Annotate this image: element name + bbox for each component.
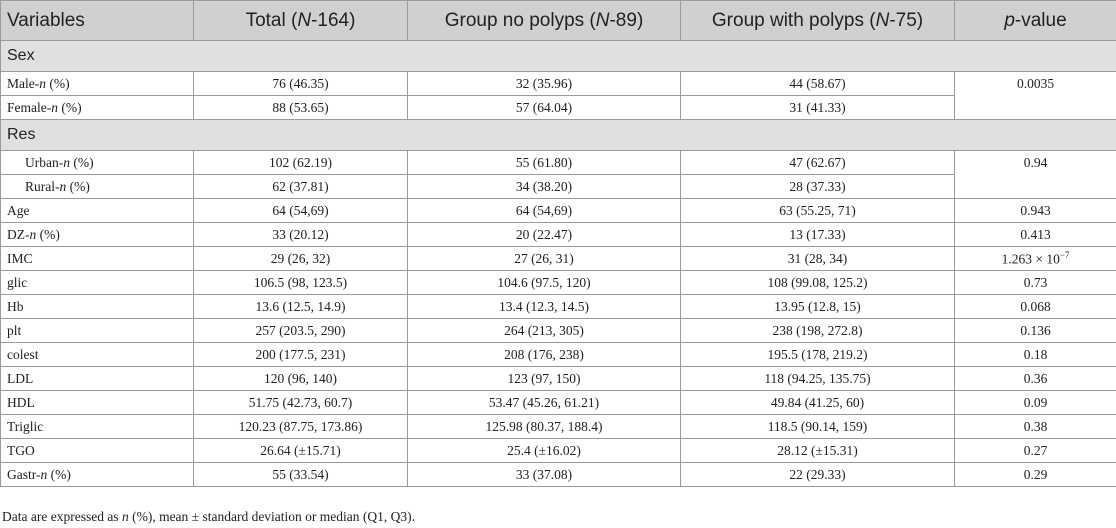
- cell-total: 76 (46.35): [194, 72, 408, 96]
- row-label: Female-n (%): [1, 96, 194, 120]
- cell-p-value: 0.73: [955, 271, 1116, 295]
- cell-no-polyps: 20 (22.47): [408, 223, 681, 247]
- cell-with-polyps: 13 (17.33): [681, 223, 955, 247]
- cell-total: 106.5 (98, 123.5): [194, 271, 408, 295]
- cell-p-value: 0.136: [955, 319, 1116, 343]
- table-row-hdl: [1, 391, 1116, 415]
- cell-with-polyps: 31 (28, 34): [681, 247, 955, 271]
- cell-total: 29 (26, 32): [194, 247, 408, 271]
- header-total: Total (N-164): [194, 1, 408, 41]
- table-footnote: Data are expressed as n (%), mean ± standard deviation or median (Q1, Q3).: [2, 509, 416, 524]
- section-label: Res: [1, 120, 1116, 151]
- cell-p-value: 0.943: [955, 199, 1116, 223]
- table-row-glic: [1, 271, 1116, 295]
- section-res: [1, 120, 1116, 151]
- row-label: Urban-n (%): [1, 151, 194, 175]
- header-with-polyps: Group with polyps (N-75): [681, 1, 955, 41]
- cell-with-polyps: 49.84 (41.25, 60): [681, 391, 955, 415]
- cell-with-polyps: 31 (41.33): [681, 96, 955, 120]
- table-row-imc: [1, 247, 1116, 271]
- table-row-ldl: [1, 367, 1116, 391]
- cell-total: 51.75 (42.73, 60.7): [194, 391, 408, 415]
- table-row-plt: [1, 319, 1116, 343]
- cell-no-polyps: 53.47 (45.26, 61.21): [408, 391, 681, 415]
- row-label: glic: [1, 271, 194, 295]
- table-row-hb: [1, 295, 1116, 319]
- cell-total: 120 (96, 140): [194, 367, 408, 391]
- table-row-female: [1, 96, 1116, 120]
- cell-with-polyps: 44 (58.67): [681, 72, 955, 96]
- cell-total: 257 (203.5, 290): [194, 319, 408, 343]
- cell-p-value: 0.94: [955, 151, 1116, 199]
- cell-p-value: $1.263 \times 10^{-7}$: [955, 247, 1116, 271]
- cell-total: 200 (177.5, 231): [194, 343, 408, 367]
- cell-no-polyps: 208 (176, 238): [408, 343, 681, 367]
- cell-p-value: 0.36: [955, 367, 1116, 391]
- cell-no-polyps: 27 (26, 31): [408, 247, 681, 271]
- table-row-age: [1, 199, 1116, 223]
- row-label: Hb: [1, 295, 194, 319]
- row-label: IMC: [1, 247, 194, 271]
- cell-no-polyps: 264 (213, 305): [408, 319, 681, 343]
- cell-with-polyps: 108 (99.08, 125.2): [681, 271, 955, 295]
- cell-total: 64 (54,69): [194, 199, 408, 223]
- row-label: TGO: [1, 439, 194, 463]
- cell-p-value: 0.18: [955, 343, 1116, 367]
- cell-p-value: 0.09: [955, 391, 1116, 415]
- cell-with-polyps: 195.5 (178, 219.2): [681, 343, 955, 367]
- cell-p-value: 0.0035: [955, 72, 1116, 120]
- row-label: HDL: [1, 391, 194, 415]
- table-row-triglic: [1, 415, 1116, 439]
- cell-no-polyps: 32 (35.96): [408, 72, 681, 96]
- row-label: Gastr-n (%): [1, 463, 194, 487]
- cell-with-polyps: 22 (29.33): [681, 463, 955, 487]
- cell-total: 26.64 (±15.71): [194, 439, 408, 463]
- table-row-gastr: [1, 463, 1116, 487]
- header-p-value: p-value: [955, 1, 1116, 41]
- table-row-rural: [1, 175, 1116, 199]
- row-label: Age: [1, 199, 194, 223]
- row-label: Male-n (%): [1, 72, 194, 96]
- cell-with-polyps: 118.5 (90.14, 159): [681, 415, 955, 439]
- row-label: LDL: [1, 367, 194, 391]
- section-sex: [1, 41, 1116, 72]
- header-row: [1, 1, 1116, 41]
- cell-with-polyps: 118 (94.25, 135.75): [681, 367, 955, 391]
- header-variables: Variables: [1, 1, 194, 41]
- cell-no-polyps: 33 (37.08): [408, 463, 681, 487]
- cell-no-polyps: 123 (97, 150): [408, 367, 681, 391]
- table-row-dz: [1, 223, 1116, 247]
- header-no-polyps: Group no polyps (N-89): [408, 1, 681, 41]
- cell-with-polyps: 13.95 (12.8, 15): [681, 295, 955, 319]
- cell-no-polyps: 64 (54,69): [408, 199, 681, 223]
- cell-no-polyps: 25.4 (±16.02): [408, 439, 681, 463]
- table-row-urban: [1, 151, 1116, 175]
- table-row-colest: [1, 343, 1116, 367]
- cell-total: 88 (53.65): [194, 96, 408, 120]
- cell-no-polyps: 34 (38.20): [408, 175, 681, 199]
- cell-total: 13.6 (12.5, 14.9): [194, 295, 408, 319]
- cell-no-polyps: 13.4 (12.3, 14.5): [408, 295, 681, 319]
- cell-no-polyps: 125.98 (80.37, 188.4): [408, 415, 681, 439]
- cell-with-polyps: 28.12 (±15.31): [681, 439, 955, 463]
- cell-no-polyps: 57 (64.04): [408, 96, 681, 120]
- cell-total: 62 (37.81): [194, 175, 408, 199]
- table-row-male: [1, 72, 1116, 96]
- cell-with-polyps: 238 (198, 272.8): [681, 319, 955, 343]
- cell-p-value: 0.27: [955, 439, 1116, 463]
- cell-total: 55 (33.54): [194, 463, 408, 487]
- cell-total: 33 (20.12): [194, 223, 408, 247]
- row-label: colest: [1, 343, 194, 367]
- row-label: plt: [1, 319, 194, 343]
- cell-with-polyps: 28 (37.33): [681, 175, 955, 199]
- cell-with-polyps: 47 (62.67): [681, 151, 955, 175]
- cell-total: 102 (62.19): [194, 151, 408, 175]
- cell-with-polyps: 63 (55.25, 71): [681, 199, 955, 223]
- cell-p-value: 0.413: [955, 223, 1116, 247]
- cell-total: 120.23 (87.75, 173.86): [194, 415, 408, 439]
- cell-p-value: 0.38: [955, 415, 1116, 439]
- cell-p-value: 0.068: [955, 295, 1116, 319]
- row-label: Triglic: [1, 415, 194, 439]
- row-label: Rural-n (%): [1, 175, 194, 199]
- cell-no-polyps: 104.6 (97.5, 120): [408, 271, 681, 295]
- table-row-tgo: [1, 439, 1116, 463]
- cell-p-value: 0.29: [955, 463, 1116, 487]
- section-label: Sex: [1, 41, 1116, 72]
- cell-no-polyps: 55 (61.80): [408, 151, 681, 175]
- row-label: DZ-n (%): [1, 223, 194, 247]
